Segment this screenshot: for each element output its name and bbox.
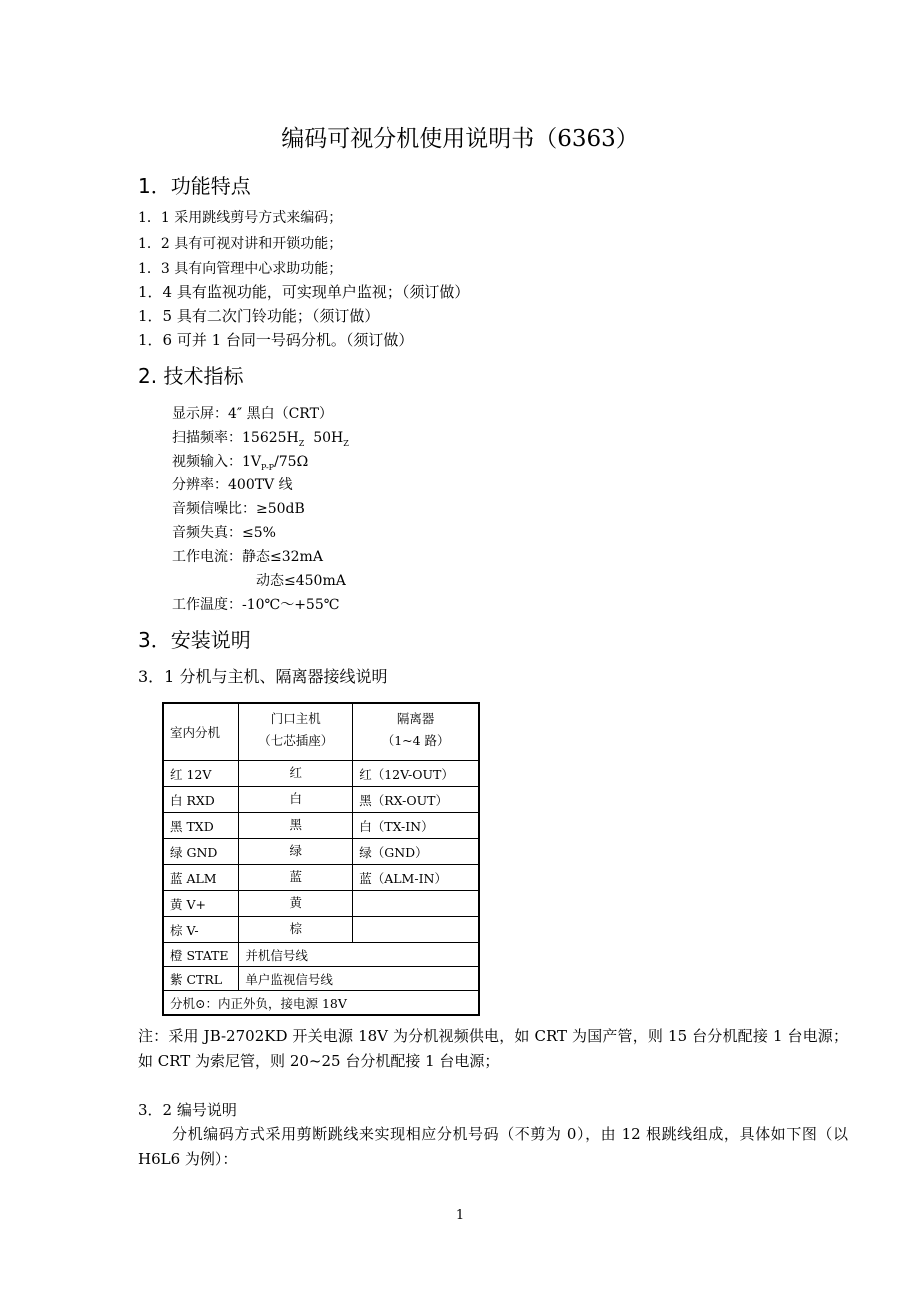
cell-door: 白	[239, 787, 353, 813]
page-number: 1	[455, 1208, 465, 1223]
cell-indoor: 黑 TXD	[163, 813, 239, 839]
cell-indoor: 蓝 ALM	[163, 865, 239, 891]
cell-merged: 单户监视信号线	[239, 967, 479, 991]
cell-door: 红	[239, 761, 353, 787]
cell-isolator: 白（TX-IN）	[353, 813, 479, 839]
section-1-heading: 1．功能特点	[138, 174, 251, 198]
cell-indoor: 红 12V	[163, 761, 239, 787]
cell-indoor: 棕 V-	[163, 917, 239, 943]
feature-item: 1．6 可并 1 台同一号码分机。（须订做）	[138, 331, 414, 349]
feature-item: 1．2 具有可视对讲和开锁功能；	[138, 236, 343, 252]
header-door-station: 门口主机 （七芯插座）	[239, 703, 353, 761]
cell-indoor: 橙 STATE	[163, 943, 239, 967]
document-title: 编码可视分机使用说明书（6363）	[281, 126, 639, 152]
spec-video: 视频输入：$1V_{P-P}/75\Omega$	[172, 454, 309, 472]
section-3-2-heading: 3．2 编号说明	[138, 1101, 237, 1119]
section-3-1-heading: 3．1 分机与主机、隔离器接线说明	[138, 667, 388, 686]
spec-distortion: 音频失真：≤5%	[172, 525, 276, 541]
feature-item: 1．1 采用跳线剪号方式来编码；	[138, 210, 343, 226]
table-row	[163, 865, 479, 891]
power-note: 注：采用 JB-2702KD 开关电源 18V 为分机视频供电，如 CRT 为国产管，则 15 台分机配接 1 台电源；如 CRT 为索尼管，则 20~25 台分机配接 1 台电源；	[138, 1027, 848, 1070]
table-footer: 分机⊙：内正外负，接电源 18V	[163, 991, 479, 1016]
table-row	[163, 967, 479, 991]
numbering-description: 分机编码方式采用剪断跳线来实现相应分机号码（不剪为 0），由 12 根跳线组成，具体如下图（以 H6L6 为例）：	[138, 1125, 848, 1168]
wiring-table	[162, 702, 480, 1016]
spec-snr: 音频信噪比：≥50dB	[172, 501, 305, 517]
table-row	[163, 787, 479, 813]
header-indoor-unit: 室内分机	[163, 703, 239, 761]
cell-door: 棕	[239, 917, 353, 943]
cell-indoor: 绿 GND	[163, 839, 239, 865]
spec-resolution: 分辨率：400TV 线	[172, 477, 293, 493]
cell-isolator: 红（12V-OUT）	[353, 761, 479, 787]
table-header-row	[163, 703, 479, 761]
cell-door: 蓝	[239, 865, 353, 891]
cell-indoor: 紫 CTRL	[163, 967, 239, 991]
spec-temperature: 工作温度：-10℃～+55℃	[172, 597, 340, 613]
spec-current-dynamic: 动态≤450mA	[256, 573, 346, 589]
cell-isolator: 黑（RX-OUT）	[353, 787, 479, 813]
feature-item: 1．3 具有向管理中心求助功能；	[138, 261, 343, 277]
table-row	[163, 761, 479, 787]
feature-item: 1．4 具有监视功能，可实现单户监视；（须订做）	[138, 283, 470, 301]
cell-door: 黄	[239, 891, 353, 917]
header-isolator: 隔离器 （1~4 路）	[353, 703, 479, 761]
table-row	[163, 891, 479, 917]
section-3-heading: 3．安装说明	[138, 628, 251, 652]
cell-door: 黑	[239, 813, 353, 839]
table-row	[163, 943, 479, 967]
spec-current-static: 工作电流：静态≤32mA	[172, 549, 323, 565]
cell-indoor: 白 RXD	[163, 787, 239, 813]
cell-isolator	[353, 891, 479, 917]
feature-item: 1．5 具有二次门铃功能；（须订做）	[138, 307, 380, 325]
table-row	[163, 813, 479, 839]
cell-indoor: 黄 V+	[163, 891, 239, 917]
table-row	[163, 839, 479, 865]
spec-scan: 扫描频率：$15625H_Z$ $50H_Z$	[172, 430, 349, 448]
cell-isolator: 绿（GND）	[353, 839, 479, 865]
cell-isolator: 蓝（ALM-IN）	[353, 865, 479, 891]
spec-screen: 显示屏：4″ 黑白（CRT）	[172, 406, 333, 422]
table-row	[163, 917, 479, 943]
cell-door: 绿	[239, 839, 353, 865]
table-footer-row	[163, 991, 479, 1016]
section-2-heading: 2. 技术指标	[138, 364, 244, 388]
cell-merged: 并机信号线	[239, 943, 479, 967]
cell-isolator	[353, 917, 479, 943]
